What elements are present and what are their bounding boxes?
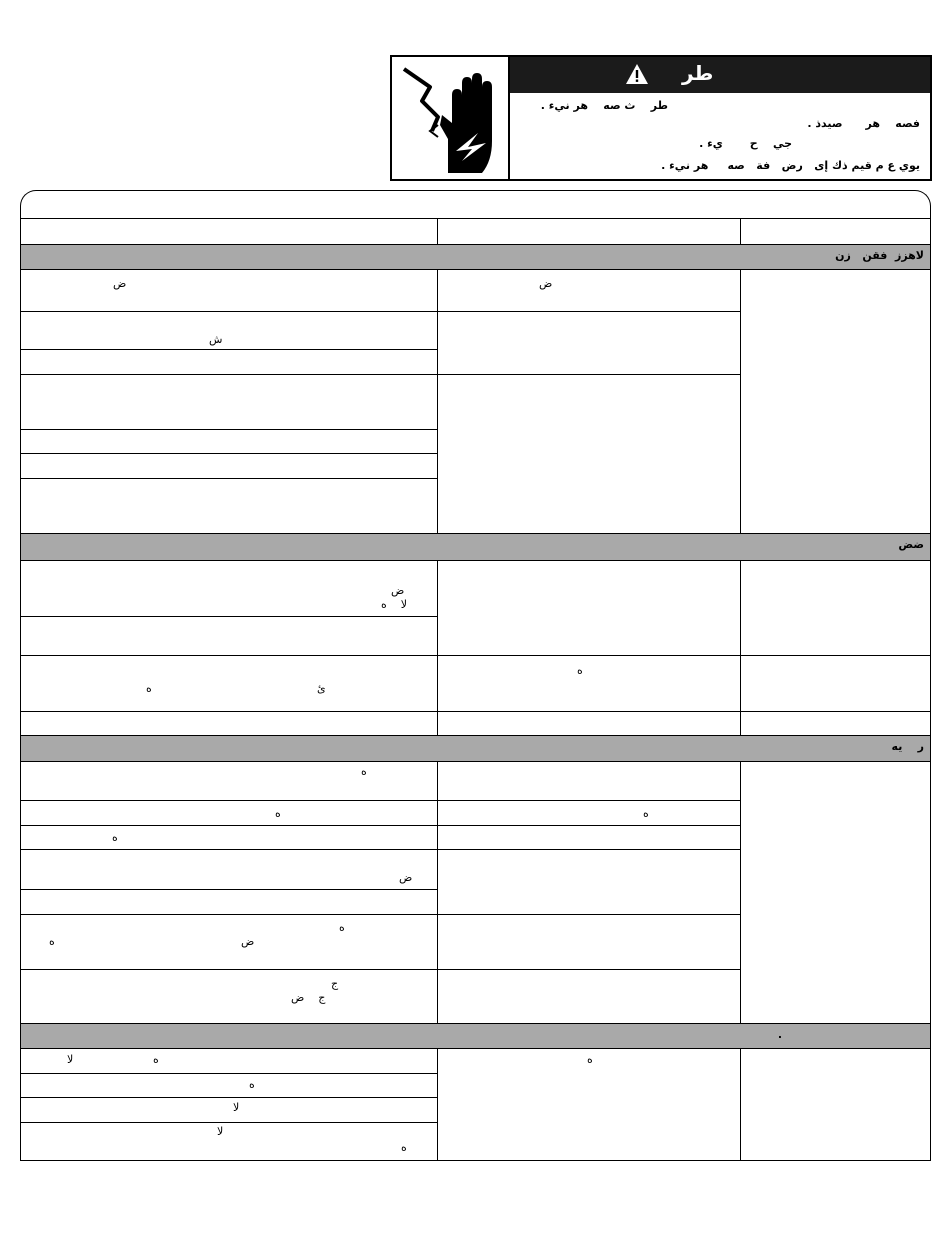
cell-glyph: ض: [399, 871, 413, 884]
cell-glyph: ئ: [317, 682, 326, 695]
cell-glyph: ه: [249, 1078, 255, 1091]
cell-glyph: ه: [577, 664, 583, 677]
cell-glyph: ج ض: [291, 991, 326, 1004]
warning-line-2: فصه هر صيدذ .: [807, 117, 920, 130]
cell-glyph: ه: [49, 935, 55, 948]
cell-glyph: لا: [67, 1053, 74, 1066]
warning-triangle-icon: [625, 63, 649, 89]
cell-glyph: ه: [401, 1141, 407, 1154]
cell-glyph: ه: [112, 831, 118, 844]
cell-glyph: ه: [339, 921, 345, 934]
troubleshooting-table: [20, 218, 931, 1161]
cell-glyph: لا: [217, 1125, 224, 1138]
electric-shock-hand-icon: [392, 57, 510, 179]
warning-line-1: طر ث صه هر نيء .: [540, 99, 668, 112]
cell-glyph: ه: [587, 1053, 593, 1066]
section-header-3: ر يه: [21, 735, 930, 762]
cell-glyph: لا: [233, 1101, 240, 1114]
cell-glyph: ه: [643, 807, 649, 820]
section-header-4: .: [21, 1023, 930, 1049]
cell-glyph: ج: [331, 977, 339, 990]
cell-glyph: ض: [391, 584, 405, 597]
cell-glyph: ه: [275, 807, 281, 820]
cell-glyph: ه: [153, 1053, 159, 1066]
section-header-1: لاهزز فقن زن: [21, 244, 930, 270]
cell-glyph: ض: [113, 277, 127, 290]
cell-glyph: ش: [209, 333, 223, 346]
cell-glyph: ه: [361, 765, 367, 778]
warning-title: طر: [682, 61, 714, 85]
cell-glyph: ه: [146, 682, 152, 695]
section-header-2: ضض: [21, 533, 930, 561]
electrical-shock-warning: [390, 55, 932, 181]
cell-glyph: ض: [539, 277, 553, 290]
warning-header: [510, 57, 930, 93]
cell-glyph: ض: [241, 935, 255, 948]
warning-line-3: جي ح يء .: [699, 137, 792, 150]
warning-line-4: يوي ع م قيم ذك إى رض فة صه هر نيء .: [661, 159, 920, 172]
cell-glyph: لا ه: [381, 598, 408, 611]
